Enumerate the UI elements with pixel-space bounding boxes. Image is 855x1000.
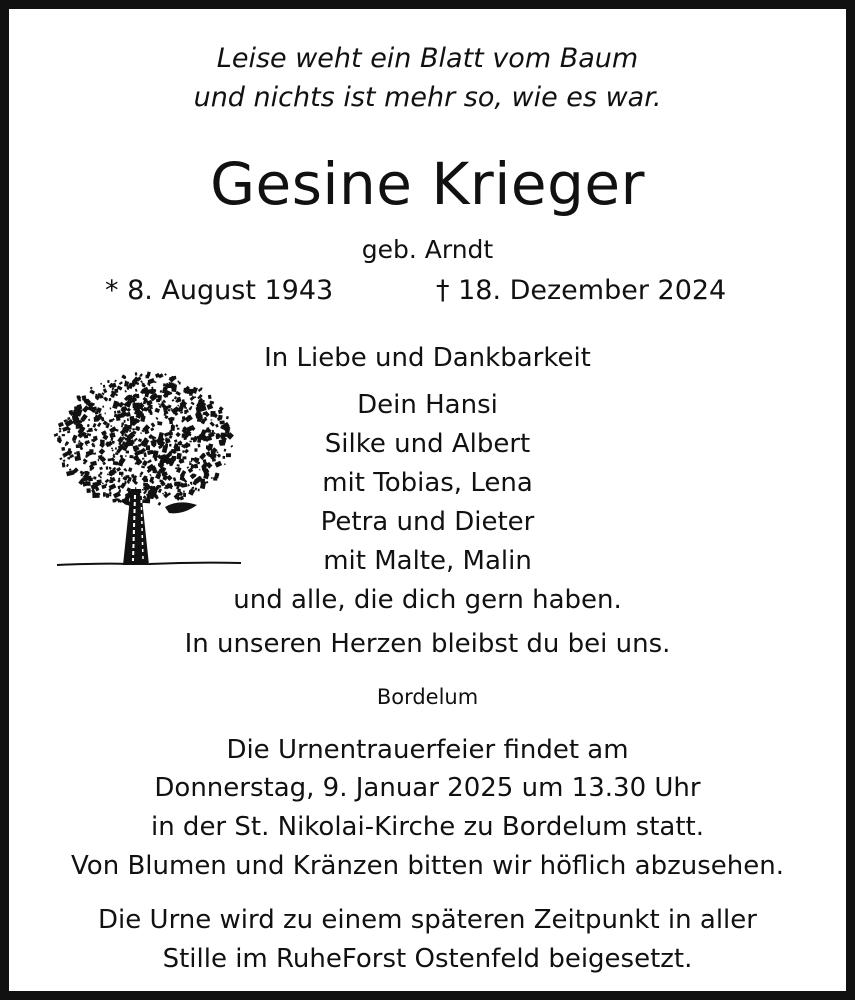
mourner-name-3: mit Tobias, Lena xyxy=(322,468,533,498)
verse-line-1: Leise weht ein Blatt vom Baum xyxy=(216,43,639,74)
ceremony-line-2: Donnerstag, 9. Januar 2025 um 13.30 Uhr xyxy=(154,773,701,803)
verse-line-2: und nichts ist mehr so, wie es war. xyxy=(193,82,662,113)
ceremony-line-1: Die Urnentrauerfeier findet am xyxy=(226,735,629,765)
ceremony-line-3: in der St. Nikolai-Kirche zu Bordelum statt. xyxy=(150,812,705,842)
mourner-name-6: und alle, die dich gern haben. xyxy=(233,585,622,615)
burial-line-1: Die Urne wird zu einem späteren Zeitpunkt in aller xyxy=(98,905,757,935)
birth-name: geb. Arndt xyxy=(361,235,494,264)
deceased-name: Gesine Krieger xyxy=(210,150,645,218)
birth-date: * 8. August 1943 xyxy=(105,275,334,306)
mourners-intro: In Liebe und Dankbarkeit xyxy=(264,343,591,373)
mourner-name-1: Dein Hansi xyxy=(357,390,498,420)
mourner-name-4: Petra und Dieter xyxy=(320,507,535,537)
mourner-name-5: mit Malte, Malin xyxy=(323,546,532,576)
ceremony-line-4: Von Blumen und Kränzen bitten wir höflich abzusehen. xyxy=(71,851,784,881)
closing-line: In unseren Herzen bleibst du bei uns. xyxy=(184,629,671,659)
death-date: † 18. Dezember 2024 xyxy=(436,275,727,306)
burial-line-2: Stille im RuheForst Ostenfeld beigesetzt. xyxy=(162,944,693,974)
mourner-name-2: Silke und Albert xyxy=(324,429,531,459)
place-name: Bordelum xyxy=(376,685,479,709)
